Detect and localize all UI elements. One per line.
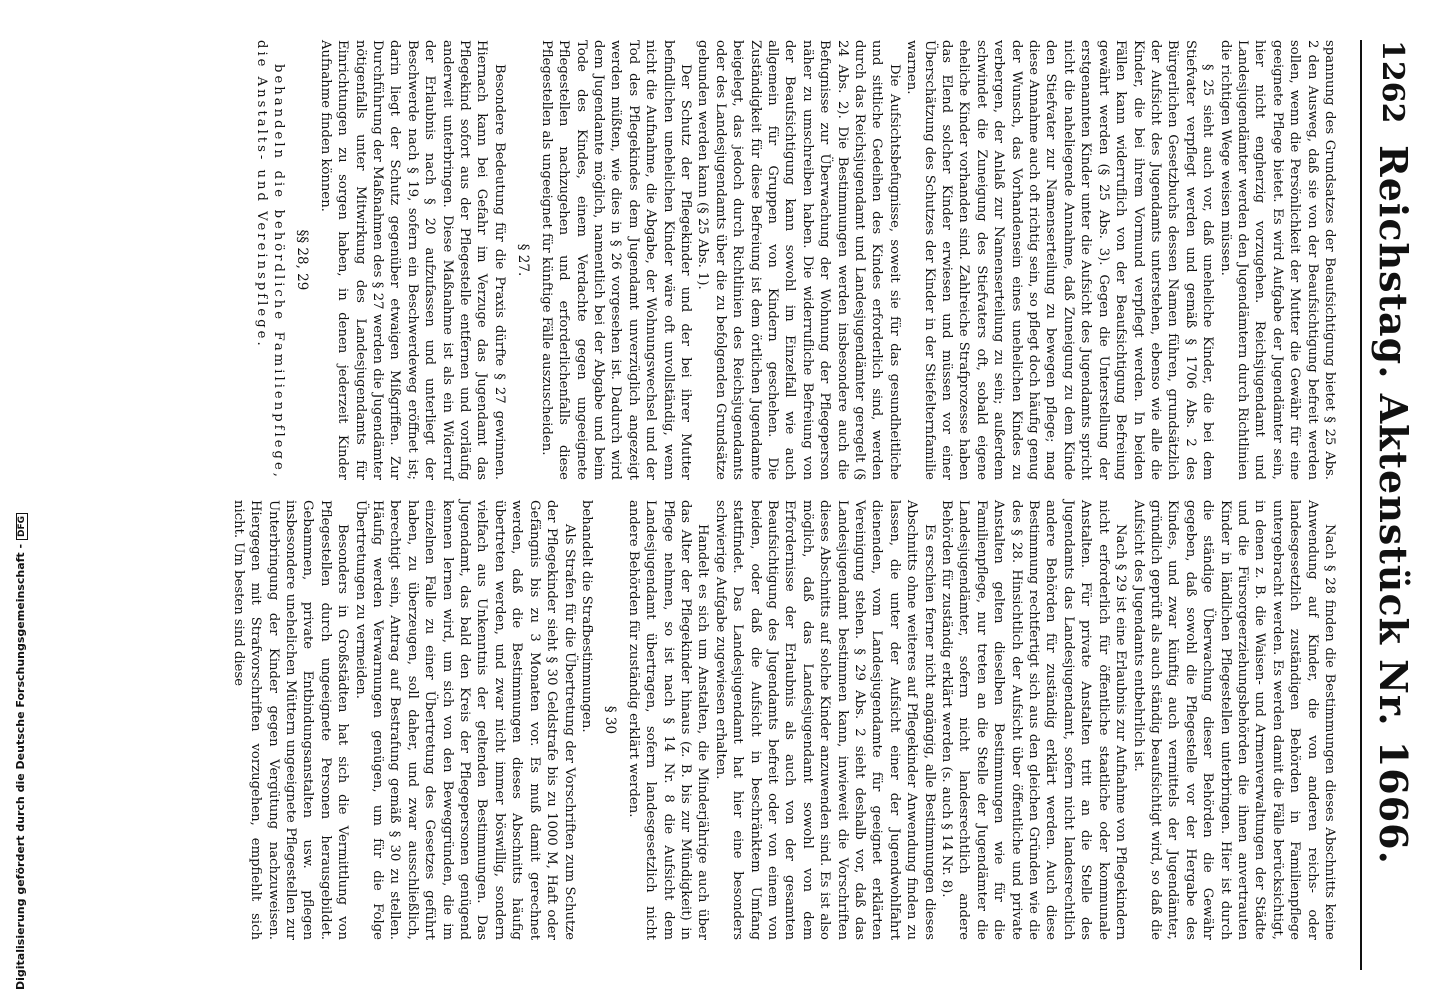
paragraph: § 25 sieht auch vor, daß uneheliche Kinder, die bei dem Stiefvater verpflegt werden und gemäß § 1706 Abs. 2 des Bürgerlichen Gesetzbuchs dessen Namen führen, grundsätzlich der Aufsicht des Jugendamts unterstehen, ebenso wie alle die Kinder, die bei ihrem Vormund verpflegt werden. In beiden Fällen kann widerruflich von der Beaufsichtigung Befreiung gewährt werden (§ 25 Abs. 3). Gegen die Unterstellung der erstgenannten Kinder unter die Aufsicht des Jugendamts spricht nicht die naheliegende Annahme, daß Zuneigung zu dem Kinde den Stiefvater zur Namenserteilung zu bewegen pflege; mag diese Annahme auch oft richtig sein, so pflegt doch häufig genug der Wunsch, das Vorhandensein eines unehelichen Kindes zu verbergen, der Anlaß zur Namenserteilung zu sein; außerdem schwindet die Zuneigung des Stiefvaters oft, sobald eigene eheliche Kinder vorhanden sind. Zahlreiche Strafprozesse haben das Elend solcher Kinder erwiesen und müssen vor einer Überschätzung des Schutzes der Kinder in der Stiefelternfamilie warnen. (904, 40, 1216, 480)
page-number: 1262 (1375, 40, 1410, 124)
paragraph: Der Schutz der Pflegekinder und der bei ihrer Mutter befindlichen unehelichen Kinder wäre oft unvollständig, wenn nicht die Aufnahme, die Abgabe, der Wohnungswechsel und der Tod des Pflegekindes dem Jugendamt unverzüglich angezeigt werden müßten, wie dies in § 26 vorgesehen ist. Dadurch wird dem Jugendamte möglich, namentlich bei der Abgabe und beim Tode des Kindes, einem Verdachte gegen ungeeignete Pflegestellen nachzugehen und erforderlichenfalls diese Pflegestellen als ungeeignet für künftige Fälle auszuscheiden. (538, 40, 693, 480)
paragraph: Die Aufsichtsbefugnisse, soweit sie für das gesundheitliche und sittliche Gedeihen des Kindes erforderlich sind, werden durch das Reichsjugendamt und Landesjugendämter geregelt (§ 24 Abs. 2). Die Bestimmungen werden insbesondere auch die Befugnisse zur Überwachung der Wohnung der Pflegeperson näher zu umschreiben haben. Die widerrufliche Befreiung von der Beaufsichtigung kann sowohl im Einzelfall wie auch allgemein für Gruppen von Kindern geschehen. Die Zuständigkeit für diese Befreiung ist dem örtlichen Jugendamte beigelegt, das jedoch durch Richtlinien des Reichsjugendamts oder des Landesjugendamts über die zu befolgenden Grundsätze gebunden werden kann (§ 25 Abs. 1). (695, 40, 902, 480)
section-heading: § 27. (515, 243, 532, 277)
paragraph: behandelt die Strafbestimmungen. (578, 500, 594, 733)
page-header (1360, 40, 1422, 970)
paragraph: Nach § 28 finden die Bestimmungen dieses Abschnitts keine Anwendung auf Kinder, die von anderen reichs- oder landesgesetzlich zuständigen Behörden in Familienpflege untergebracht werden. Es werden damit die Fälle berücksichtigt, in denen z. B. die Waisen- und Armenverwaltungen der Städte und die Fürsorgeerziehungsbehörden die ihnen anvertrauten Kinder in ländlichen Pflegestellen unterbringen. Hier ist durch die ständige Überwachung dieser Behörden die Gewähr gegeben, daß sowohl die Pflegestelle vor der Hergabe des Kindes, und zwar künftig auch vermittels der Jugendämter, gründlich geprüft als auch ständig beaufsichtigt wird, so daß die Aufsicht des Jugendamts entbehrlich ist. (1130, 500, 1337, 940)
credit-text: Digitalisierung gefördert durch die Deutsche Forschungsgemeinschaft - (14, 543, 27, 990)
dfg-logo-badge: DFG (16, 513, 28, 540)
paragraph: Handelt es sich um Anstalten, die Minderjährige auch über das Alter der Pflegekinder hinaus (z. B. bis zur Mündigkeit) in Pflege nehmen, so ist nach § 14 Nr. 8 die Aufsicht dem Landesjugendamt übertragen, sofern landesgesetzlich nicht andere Behörden für zuständig erklärt werden. (625, 500, 711, 940)
paragraph: Es erschien ferner nicht angängig, alle Bestimmungen dieses Abschnitts ohne weiteres auf Pflegekinder Anwendung finden zu lassen, die unter der Aufsicht einer der Jugendwohlfahrt dienenden, vom Landesjugendamte für geeignet erklärten Vereinigung stehen. § 29 Abs. 2 sieht deshalb vor, daß das Landesjugendamt bestimmen kann, inwieweit die Vorschriften dieses Abschnitts auf solche Kinder anzuwenden sind. Es ist also möglich, daß das Landesjugendamt sowohl von dem Erfordernisse der Erlaubnis als auch von der gesamten Beaufsichtigung des Jugendamts befreit oder von einem von beiden, oder daß die Aufsicht in beschränktem Umfang stattfindet. Das Landesjugendamt hat hier eine besonders schwierige Aufgabe zugewiesen erhalten. (712, 500, 937, 940)
paragraph: behandeln die behördliche Familienpflege, die Anstalts- und Vereinspflege. (253, 40, 287, 480)
paragraph: Besonders in Großstädten hat sich die Vermittlung von Pflegestellen durch ungeeignete Personen herausgebildet. Gebammen, private Entbindungsanstalten usw. pflegen insbesondere unehelichen Müttern ungeeignete Pflegestellen zur Unterbringung der Kinder gegen Vergütung nachzuweisen. Hiergegen mit Strafvorschriften vorzugehen, empfiehlt sich nicht. Um besten sind diese (230, 500, 351, 940)
paragraph: Als Strafen für die Übertretung der Vorschriften zum Schutze der Pflegekinder sieht § 30 Geldstrafe bis zu 1000 M, Haft oder Gefängnis bis zu 3 Monaten vor. Es muß damit gerechnet werden, daß die Bestimmungen dieses Abschnitts häufig übertreten werden, und zwar nicht immer böswillig, sondern vielfach aus Unkenntnis der geltenden Bestimmungen. Das Jugendamt, das bald den Kreis der Pflegepersonen genügend kennen lernen wird, um sich von den Beweggründen, die im einzelnen Falle zu einer Übertretung des Gesetzes geführt haben, zu überzeugen, soll daher, und zwar ausschließlich, berechtigt sein, Antrag auf Bestrafung gemäß § 30 zu stellen. Häufig werden Verwarnungen genügen, um für die Folge Übertretungen zu vermeiden. (352, 500, 577, 940)
left-column (252, 40, 1338, 480)
section-heading: § 30 (602, 705, 619, 735)
paragraph: Besondere Bedeutung für die Praxis dürfte § 27 gewinnen. Hiernach kann bei Gefahr im Verzuge das Jugendamt das Pflegekind sofort aus der Pflegestelle entfernen und vorläufig anderweit unterbringen. Diese Maßnahme ist als ein Widerruf der Erlaubnis nach § 20 aufzufassen und unterliegt der Beschwerde nach § 19, sofern ein Beschwerdeweg eröffnet ist; darin liegt der Schutz gegenüber etwaigen Mißgriffen. Zur Durchführung der Maßnahmen des § 27 werden die Jugendämter nötigenfalls unter Mitwirkung des Landesjugendamts für Einrichtungen zu sorgen haben, in denen jederzeit Kinder Aufnahme finden können. (317, 40, 507, 480)
section-heading: §§ 28, 29 (294, 229, 311, 291)
running-title: Reichstag. Aktenstück Nr. 1666. (1371, 145, 1416, 865)
paragraph: spannung des Grundsatzes der Beaufsichtigung bietet § 25 Abs. 2 den Ausweg, daß sie von der Beaufsichtigung befreit werden sollen, wenn die Persönlichkeit der Mutter die Gewähr für eine geeignete Pflege bietet. Es wird Aufgabe der Jugendämter sein, hier nicht engherzig vorzugehen. Reichsjugendamt und Landesjugendämter werden den Jugendämtern durch Richtlinien die richtigen Wege weisen müssen. (1217, 40, 1337, 480)
digitization-credit (14, 30, 28, 990)
right-column (229, 500, 1338, 940)
paragraph: Nach § 29 ist eine Erlaubnis zur Aufnahme von Pflegekindern nicht erforderlich für öffentliche staatliche oder kommunale Anstalten. Für private Anstalten tritt an die Stelle des Jugendamts das Landesjugendamt, sofern nicht landesrechtlich andere Behörden für zuständig erklärt werden. Auch diese Bestimmung rechtfertigt sich aus den gleichen Gründen wie die des § 28. Hinsichtlich der Aufsicht über öffentliche und private Anstalten gelten dieselben Bestimmungen wie für die Familienpflege, nur treten an die Stelle der Jugendämter die Landesjugendämter, sofern nicht landesrechtlich andere Behörden für zuständig erklärt werden (s. auch § 14 Nr. 8). (939, 500, 1129, 940)
